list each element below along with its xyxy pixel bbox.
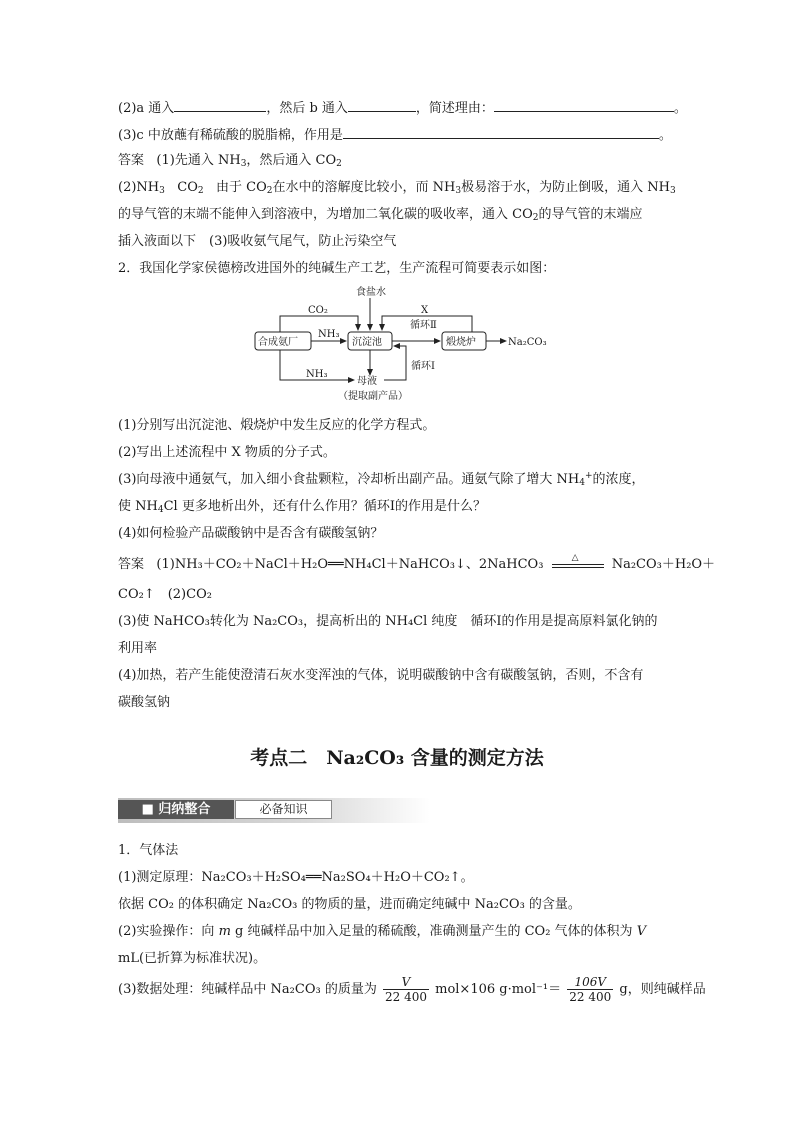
blank-a [174,99,266,112]
salt-water-label: 食盐水 [356,287,386,298]
q1-answer-line3: 的导气管的末端不能伸入到溶液中，为增加二氧化碳的吸收率，通入 $CO_2$的导气管的末端应 [118,207,643,223]
co2-label: CO₂ [308,305,328,316]
na2co3-label: Na₂CO₃ [508,337,547,348]
blank-purpose [343,126,659,139]
cycle2-label: 循环Ⅱ [410,320,437,331]
byproduct-label: （提取副产品） [338,391,408,402]
q2-sub4: (4)如何检验产品碳酸钠中是否含有碳酸氢钠？ [118,526,384,541]
q2-answer-line2: CO₂↑ (2)CO₂ [118,587,212,602]
process-flow-diagram [250,284,550,410]
fraction-106v-over-22400: $\frac{106V}{22 400}$ [569,975,612,1004]
fraction-v-over-22400: $\frac{V}{22 400}$ [384,975,427,1004]
q1-answer-line2: $(2)NH_3$ $CO_2$ 由于 $CO_2$在水中的溶解度比较小，而 $NH_3$极易溶于水，为防止倒吸，通入 $NH_3$ [118,180,676,196]
precip-tank-label: 沉淀池 [352,337,382,348]
q1-part3-line: (3)c 中放蘸有稀硫酸的脱脂棉，作用是 。 [118,128,672,143]
ammonia-plant-label: 合成氨厂 [258,337,298,348]
method1-principle2: 依据 CO₂ 的体积确定 Na₂CO₃ 的物质的量，进而确定纯碱中 Na₂CO₃ 的含量。 [118,897,581,912]
answer-label: 答案 [118,153,145,168]
q2-sub3-line1: (3)向母液中通氨气，加入细小食盐颗粒，冷却析出副产品。通氨气除了增大 $NH_4^+$的浓度， [118,471,645,488]
method1-operation-line2: mL(已折算为标准状况)。 [118,951,267,966]
x-label: X [421,305,429,316]
nh3-label-top: NH₃ [318,329,340,340]
q2-answer-line4: 利用率 [118,641,158,656]
q2-sub2: (2)写出上述流程中 X 物质的分子式。 [118,445,336,460]
cycle1-arrow [384,346,406,380]
q2-answer-line5: (4)加热，若产生能使澄清石灰水变浑浊的气体，说明碳酸钠中含有碳酸氢钠，否则，不含有 [118,668,644,683]
method1-operation-line1: (2)实验操作：向 m g 纯碱样品中加入足量的稀硫酸，准确测量产生的 CO₂ 气体的体积为 V [118,924,647,939]
cycle1-label: 循环Ⅰ [411,361,435,372]
q2-stem: 2．我国化学家侯德榜改进国外的纯碱生产工艺，生产流程可简要表示如图： [118,261,556,276]
banner-left-label: ■ 归纳整合 [118,800,234,819]
q1-answer-line1: 答案 (1)先通入 $NH_3$，然后通入 $CO_2$ [118,153,342,169]
method1-principle: (1)测定原理：Na₂CO₃＋H₂SO₄══Na₂SO₄＋H₂O＋CO₂↑。 [118,870,474,885]
q1-answer-line4: 插入液面以下 (3)吸收氨气尾气，防止污染空气 [118,234,397,249]
q1-part2-line: (2)a 通入 ，然后 b 通入 ，简述理由： 。 [118,101,687,116]
banner-right-label: 必备知识 [235,800,332,819]
q2-answer-line3: (3)使 NaHCO₃转化为 Na₂CO₃，提高析出的 NH₄Cl 纯度 循环Ⅰ的作用是提高原料氯化钠的 [118,614,658,629]
section-title: 考点二 Na₂CO₃ 含量的测定方法 [250,747,544,769]
mother-liquor-label: 母液 [357,376,377,387]
q2-sub3-line2: 使 $NH_4Cl$ 更多地析出外，还有什么作用？循环Ⅰ的作用是什么？ [118,499,486,515]
method1-data-line: (3)数据处理：纯碱样品中 Na₂CO₃ 的质量为 $\frac{V}{22 400}$ mol×106 g·mol⁻¹＝ $\frac{106V}{22 400}$ g，则纯碱样品 [118,975,706,1004]
furnace-label: 煅烧炉 [446,337,476,348]
q2-answer-line6: 碳酸氢钠 [118,695,171,710]
method1-title: 1．气体法 [118,843,179,858]
q2-answer-line1: 答案 (1)NH₃＋CO₂＋NaCl＋H₂O══NH₄Cl＋NaHCO₃↓、2NaHCO₃ △ Na₂CO₃＋H₂O＋ [118,553,716,572]
answer-label: 答案 [118,557,145,572]
blank-b [348,99,416,112]
summary-banner [118,798,430,823]
heat-condition-sign: △ [548,557,608,573]
nh3-label-bottom: NH₃ [306,369,328,380]
q2-sub1: (1)分别写出沉淀池、煅烧炉中发生反应的化学方程式。 [118,418,436,433]
blank-reason [494,99,674,112]
